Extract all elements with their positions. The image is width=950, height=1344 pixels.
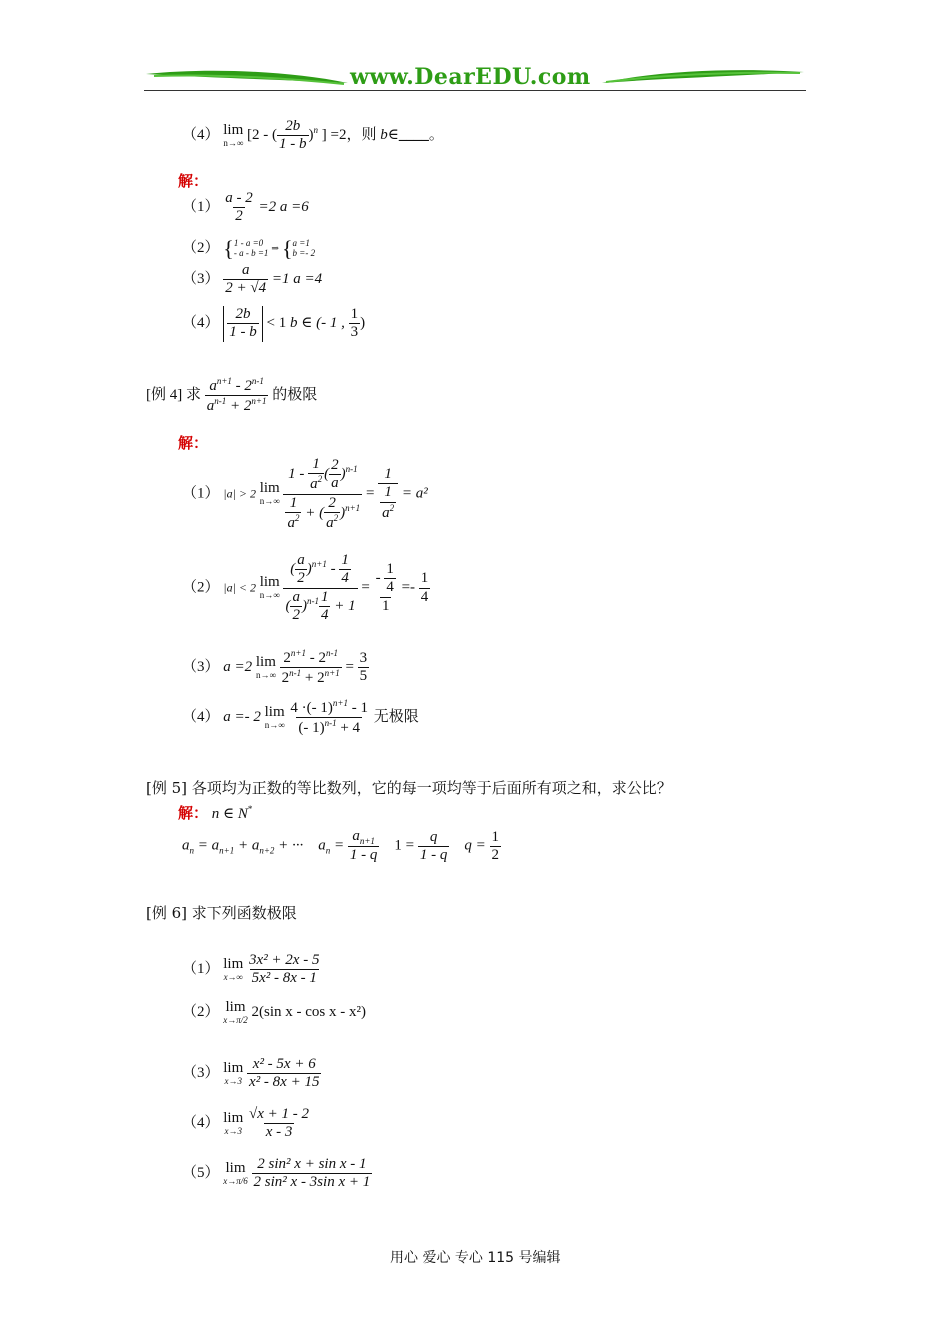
ex6-item-4: （4） lim x→3 $\frac{√x + 1 - 2}{x - 3}$ [182,1106,310,1141]
solution-heading: 解： [178,434,209,452]
item-label: （4） [182,127,220,144]
leaf-swoosh-right [600,66,806,88]
ex6-item-2: （2） lim x→π/2 2(sin x - cos x - x²) [182,999,367,1025]
site-title[interactable]: www.DearEDU.com [350,64,591,90]
ex4-case-3: （3） a =2 lim n→∞ $\frac{2^{n+1} - 2^{n-1}}{2^{n-1} + 2^{n+1}}$ = $\frac{3}{5}$ [182,648,368,687]
solution-item-1: （1） $\frac{a - 2}{2}$ =2 a =6 [182,190,309,225]
solution-heading: 解： [178,172,209,190]
answer-blank: ____ [398,127,429,144]
prev-question-4: （4） lim n→∞ [2 - ( $\frac{2b}{1 - b}$ )$^n$ ] =2，则 b∈____。 [182,118,444,153]
leaf-swoosh-left [144,66,350,88]
example-4-title: [例 4] 求 $\frac{a^{n+1} - 2^{n-1}}{a^{n-1} + 2^{n+1}}$ 的极限 [146,376,318,415]
example-5-equations: $a_n = a_{n+1} + a_{n+2}$ + ··· $a_n$ = $\frac{a_{n+1}}{1 - q}$ 1 = $\frac{q}{1 - q}$ q = $\frac{1}{2}$ [182,828,499,864]
example-5-title: [例 5] 各项均为正数的等比数列，它的每一项均等于后面所有项之和，求公比？ [146,779,672,797]
example-6-title: [例 6] 求下列函数极限 [146,904,297,922]
solution-item-4: （4） $\frac{2b}{1 - b}$ < 1 b ∈ (- 1 , $\frac{1}{3}$ ) [182,306,366,341]
solution-item-2: （2） { 1 - a =0 - a - b =1 ⇒ { a =1 b =- 2 [182,235,316,261]
example-5-solution: 解： n ∈ N* [178,804,253,822]
ex6-item-1: （1） lim x→∞ $\frac{\text{3x² + 2x - 5}}{\text{5x² - 8x - 1}}$ [182,952,320,987]
solution-item-3: （3） $\frac{a}{2 + √4}$ =1 a =4 [182,262,323,297]
ex6-item-5: （5） lim x→π/6 $\frac{\text{2 sin² x + sin x - 1}}{\text{2 sin² x - 3sin x + 1}}$ [182,1156,371,1191]
ex4-case-4: （4） a =- 2 lim n→∞ $\frac{4 \cdot(- 1)^{n+1} - 1}{(- 1)^{n-1} + 4}$ 无极限 [182,698,419,737]
header-rule [144,90,806,91]
page-footer: 用心 爱心 专心 115 号编辑 [390,1250,561,1266]
ex4-case-2: （2） |a| < 2 lim n→∞ ( $\frac{a}{2}$ )$^{n+1}$ - $\frac{1}{4}$ ( $\frac{a}{2}$ )$^{n-1}$ $\frac{1}{4}$ + 1 = - $\frac{1}{4}$ 1 =- $\frac{1}{4}$ [182,552,429,623]
ex6-item-3: （3） lim x→3 $\frac{\text{x² - 5x + 6}}{\text{x² - 8x + 15}}$ [182,1056,320,1091]
limit-operator: lim n→∞ [223,122,244,148]
ex4-case-1: （1） |a| > 2 lim n→∞ 1 - $\frac{1}{a^2}$ ( $\frac{2}{a}$ )$^{n-1}$ $\frac{1}{a^2}$ + ( $\frac{2}{a^2}$ )$^{n+1}$ = $\frac{1}{\frac{1}{a^2}}$ = a² [182,456,428,531]
fraction: $\frac{2b}{1 - b}$ [279,118,307,153]
